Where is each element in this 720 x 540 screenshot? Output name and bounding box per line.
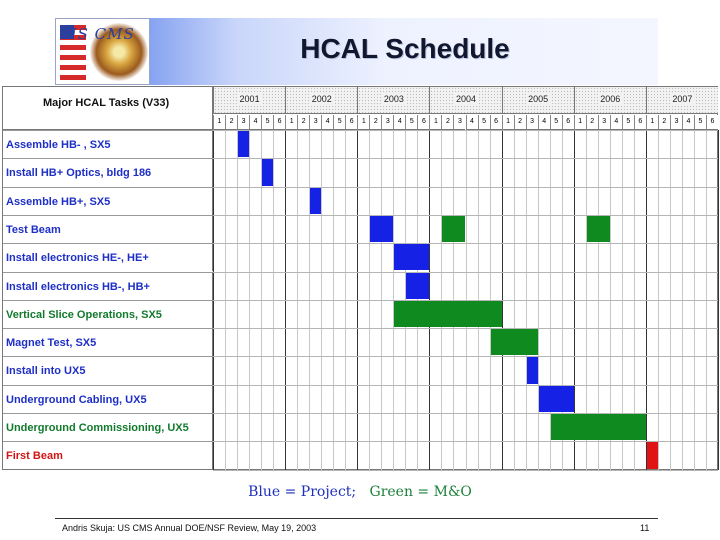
month-header: 5	[405, 115, 417, 130]
legend	[0, 484, 720, 500]
month-header: 1	[213, 115, 225, 130]
schedule-bar-project	[539, 386, 574, 412]
grid-row-line	[213, 470, 718, 471]
page-title: HCAL Schedule	[300, 33, 510, 64]
task-label: Vertical Slice Operations, SX5	[3, 300, 213, 328]
month-header: 2	[225, 115, 237, 130]
month-header: 5	[261, 115, 273, 130]
gantt-chart	[2, 86, 718, 470]
year-header	[646, 87, 718, 114]
grid-column-line	[718, 130, 719, 470]
year-label: 2006	[600, 94, 621, 104]
grid-row-line	[213, 187, 718, 188]
footer-citation: Andris Skuja: US CMS Annual DOE/NSF Review, May 19, 2003	[62, 523, 317, 533]
schedule-bar-mando	[394, 301, 501, 327]
year-header	[357, 87, 429, 114]
month-header: 1	[357, 115, 369, 130]
month-header: 6	[490, 115, 502, 130]
us-cms-logo	[55, 18, 150, 85]
schedule-bar-project	[262, 159, 273, 185]
schedule-bar-mando	[442, 216, 465, 242]
month-header: 3	[237, 115, 249, 130]
month-header: 4	[466, 115, 478, 130]
year-header	[429, 87, 501, 114]
year-label: 2005	[528, 94, 549, 104]
month-header: 6	[706, 115, 718, 130]
year-header	[502, 87, 574, 114]
month-header: 3	[598, 115, 610, 130]
month-header: 3	[381, 115, 393, 130]
schedule-bar-mando	[551, 414, 646, 440]
schedule-bar-mando	[491, 329, 538, 355]
grid-row-line	[213, 243, 718, 244]
schedule-bar-project	[238, 131, 249, 157]
schedule-bar-project	[527, 357, 538, 383]
month-header: 2	[441, 115, 453, 130]
month-header: 4	[610, 115, 622, 130]
month-header: 5	[622, 115, 634, 130]
task-label: Assemble HB+, SX5	[3, 187, 213, 215]
month-header: 3	[670, 115, 682, 130]
month-header: 4	[249, 115, 261, 130]
page-number: 11	[640, 523, 650, 533]
month-header: 5	[478, 115, 490, 130]
grid-row-line	[213, 441, 718, 442]
legend-mando: Green = M&O	[369, 484, 472, 500]
logo-text: US CMS	[64, 25, 135, 43]
grid-row-line	[213, 272, 718, 273]
month-header: 2	[297, 115, 309, 130]
year-header	[574, 87, 646, 114]
month-header: 1	[285, 115, 297, 130]
schedule-bar-project	[394, 244, 429, 270]
grid-row-line	[213, 385, 718, 386]
month-header: 6	[345, 115, 357, 130]
month-header: 5	[333, 115, 345, 130]
task-label: Install electronics HB-, HB+	[3, 272, 213, 300]
month-header: 6	[417, 115, 429, 130]
task-label: Underground Commissioning, UX5	[3, 413, 213, 441]
task-label: Magnet Test, SX5	[3, 328, 213, 356]
month-header: 4	[682, 115, 694, 130]
legend-project: Blue = Project;	[248, 484, 357, 500]
task-label: Install electronics HE-, HE+	[3, 243, 213, 271]
task-label: Install into UX5	[3, 356, 213, 384]
year-label: 2004	[455, 94, 476, 104]
month-header: 3	[309, 115, 321, 130]
month-header: 4	[538, 115, 550, 130]
schedule-bar-milestone	[647, 442, 658, 468]
year-header	[285, 87, 357, 114]
month-header: 1	[574, 115, 586, 130]
month-header: 2	[514, 115, 526, 130]
task-label: Install HB+ Optics, bldg 186	[3, 158, 213, 186]
grid-row-line	[213, 215, 718, 216]
month-header: 2	[369, 115, 381, 130]
year-label: 2007	[672, 94, 693, 104]
month-header: 6	[273, 115, 285, 130]
month-header: 2	[658, 115, 670, 130]
month-header: 4	[321, 115, 333, 130]
grid-row-line	[213, 356, 718, 357]
footer-divider	[55, 518, 658, 519]
month-header: 5	[550, 115, 562, 130]
task-label: Underground Cabling, UX5	[3, 385, 213, 413]
schedule-bar-project	[406, 273, 429, 299]
schedule-bar-project	[310, 188, 321, 214]
grid-row-line	[213, 158, 718, 159]
year-label: 2001	[239, 94, 260, 104]
month-header: 6	[634, 115, 646, 130]
task-label: Test Beam	[3, 215, 213, 243]
task-column-header	[3, 87, 213, 130]
schedule-bar-project	[370, 216, 393, 242]
grid-row-line	[213, 130, 718, 131]
month-header: 6	[562, 115, 574, 130]
month-header: 2	[586, 115, 598, 130]
month-header: 1	[502, 115, 514, 130]
year-label: 2003	[383, 94, 404, 104]
task-label: Assemble HB- , SX5	[3, 130, 213, 158]
month-header: 3	[453, 115, 465, 130]
schedule-bar-mando	[587, 216, 610, 242]
month-header: 3	[526, 115, 538, 130]
month-header: 4	[393, 115, 405, 130]
grid-row-line	[213, 328, 718, 329]
year-header	[213, 87, 285, 114]
task-label: First Beam	[3, 441, 213, 469]
month-header: 5	[694, 115, 706, 130]
month-header: 1	[646, 115, 658, 130]
year-label: 2002	[311, 94, 332, 104]
task-column-header-label: Major HCAL Tasks (V33)	[43, 97, 170, 109]
month-header: 1	[429, 115, 441, 130]
